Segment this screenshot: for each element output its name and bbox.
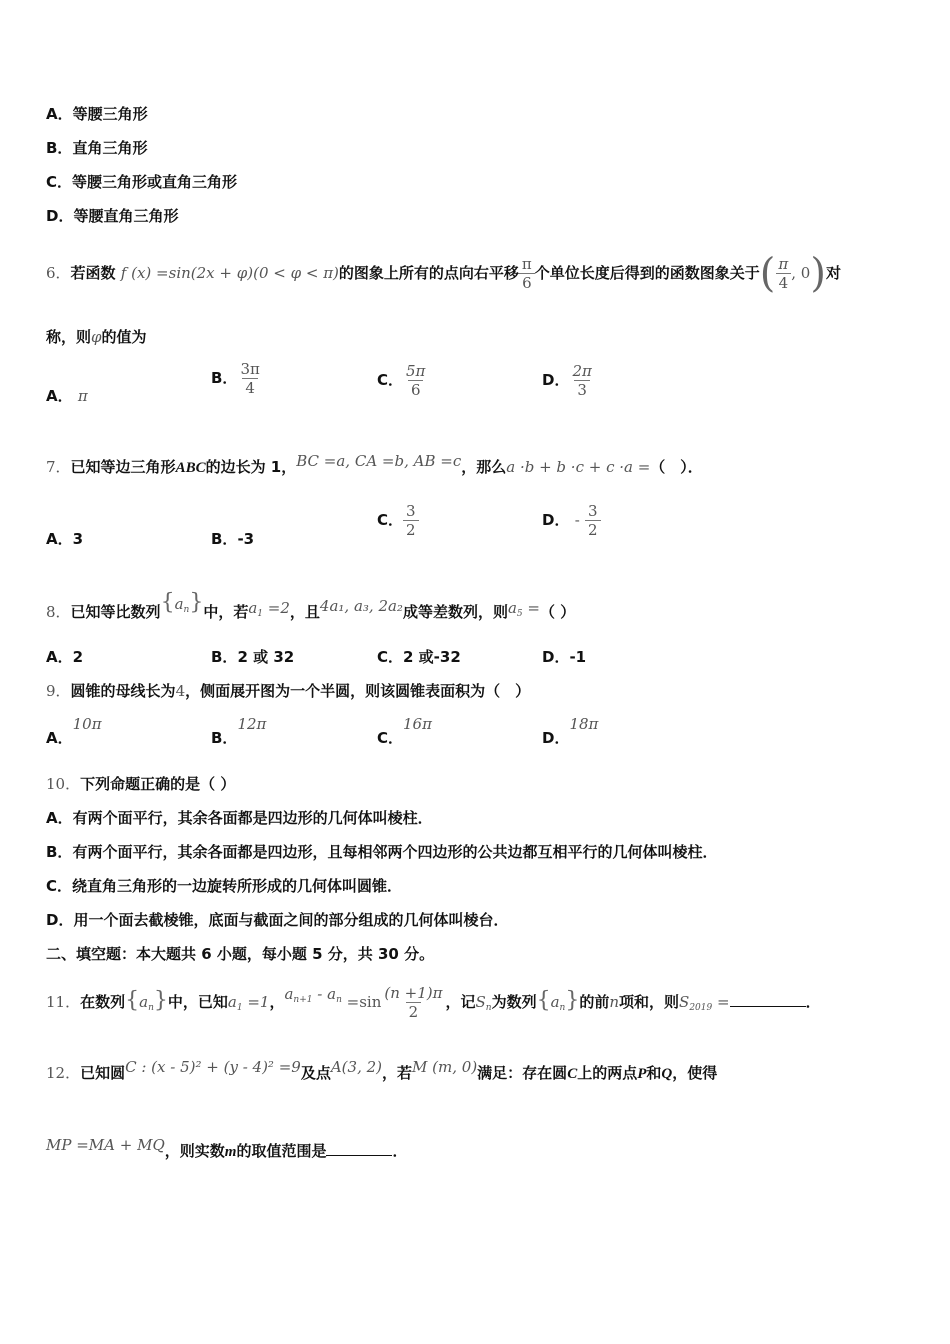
q6-stem-cont: 称，则φ的值为 (46, 328, 147, 346)
q9-option-c: C．16π (377, 715, 432, 747)
q11-answer-blank[interactable] (730, 992, 806, 1007)
q7-option-b: B．-3 (211, 530, 255, 548)
q7-edge-expr: BC =a, CA =b, AB =c (296, 452, 462, 470)
q8-terms: 4a₁, a₃, 2a₂ (319, 597, 403, 615)
q7-stem: 7．已知等边三角形ABC的边长为 1，BC =a, CA =b, AB =c，那么a ·b + b ·c + c ·a =（ ）． (46, 452, 703, 476)
q7-option-c: C． $\frac{3}{2}$ (377, 502, 419, 539)
q8-stem: 8．已知等比数列$\{a_n\}$中，若$a_1 =2$，且4a₁, a₃, 2a₂成等差数列，则$a_5$ =（ ） (46, 590, 576, 621)
q12-vector-eq: MP =MA + MQ (46, 1136, 165, 1154)
q5-option-b: B．直角三角形 (46, 139, 148, 157)
q10-stem: 10．下列命题正确的是（ ） (46, 775, 236, 793)
q6-option-d: D． $\frac{2\pi}{3}$ (542, 362, 592, 399)
q10-option-d: D．用一个面去截棱锥，底面与截面之间的部分组成的几何体叫棱台． (46, 911, 509, 929)
q6-function: f (x) =sin(2x + φ)(0 < φ < π) (120, 264, 339, 282)
q8-option-d: D．-1 (542, 648, 587, 666)
q8-option-c: C．2 或-32 (377, 648, 461, 666)
q12-stem-cont: MP =MA + MQ，则实数m的取值范围是 ． (46, 1136, 408, 1160)
q8-option-b: B．2 或 32 (211, 648, 295, 666)
q12-point-a: A(3, 2) (330, 1058, 383, 1076)
q7-dot-expr: a ·b + b ·c + c ·a = (506, 458, 651, 476)
q9-option-a: A．10π (46, 715, 102, 747)
q9-option-b: B．12π (211, 715, 267, 747)
q12-stem: 12．已知圆C : (x - 5)² + (y - 4)² =9及点A(3, 2)，若M (m, 0)满足：存在圆C上的两点P和Q，使得 (46, 1058, 718, 1082)
q5-option-a: A．等腰三角形 (46, 105, 148, 123)
q5-option-c: C．等腰三角形或直角三角形 (46, 173, 238, 191)
q12-circle-eq: C : (x - 5)² + (y - 4)² =9 (125, 1058, 301, 1076)
q12-point-m: M (m, 0) (412, 1058, 478, 1076)
q6-point-fraction: $\frac{\pi}{4}$ (775, 255, 791, 292)
section-heading: 二、填空题：本大题共 6 小题，每小题 5 分，共 30 分。 (46, 945, 435, 963)
q10-option-a: A．有两个面平行，其余各面都是四边形的几何体叫棱柱． (46, 809, 433, 827)
q10-option-c: C．绕直角三角形的一边旋转所形成的几何体叫圆锥． (46, 877, 403, 895)
q6-stem: 6．若函数 f (x) =sin(2x + φ)(0 < φ < π)的图象上所有的点向右平移 $\frac{\pi}{6}$ 个单位长度后得到的函数图象关于( $\frac{\pi}{4}$ , 0)对 (46, 250, 841, 297)
q6-option-b: B． $\frac{3\pi}{4}$ (211, 360, 260, 397)
q7-option-d: D． - $\frac{3}{2}$ (542, 502, 601, 539)
q7-option-a: A．3 (46, 530, 84, 548)
q8-option-a: A．2 (46, 648, 84, 666)
q11-sin-fraction: $\frac{(n +1)\pi}{2}$ (384, 984, 443, 1021)
q11-stem: 11．在数列$\{a_n\}$中，已知$a_1 =1$，$a_{n+1} - a_n =\sin$ $\frac{(n +1)\pi}{2}$ ，记$S_n$为数列$\{a_n\}$的前n项和，则$S_{2019}$ = ． (46, 984, 821, 1021)
q5-option-d: D．等腰直角三角形 (46, 207, 179, 225)
q10-option-b: B．有两个面平行，其余各面都是四边形，且每相邻两个四边形的公共边都互相平行的几何体叫棱柱． (46, 843, 718, 861)
q9-stem: 9．圆锥的母线长为4，侧面展开图为一个半圆，则该圆锥表面积为（ ） (46, 682, 531, 700)
q12-answer-blank[interactable] (326, 1141, 392, 1156)
q6-shift-fraction: $\frac{\pi}{6}$ (519, 255, 535, 292)
q6-option-a: A． π (46, 387, 88, 405)
q9-option-d: D．18π (542, 715, 599, 747)
q6-option-c: C． $\frac{5\pi}{6}$ (377, 362, 426, 399)
